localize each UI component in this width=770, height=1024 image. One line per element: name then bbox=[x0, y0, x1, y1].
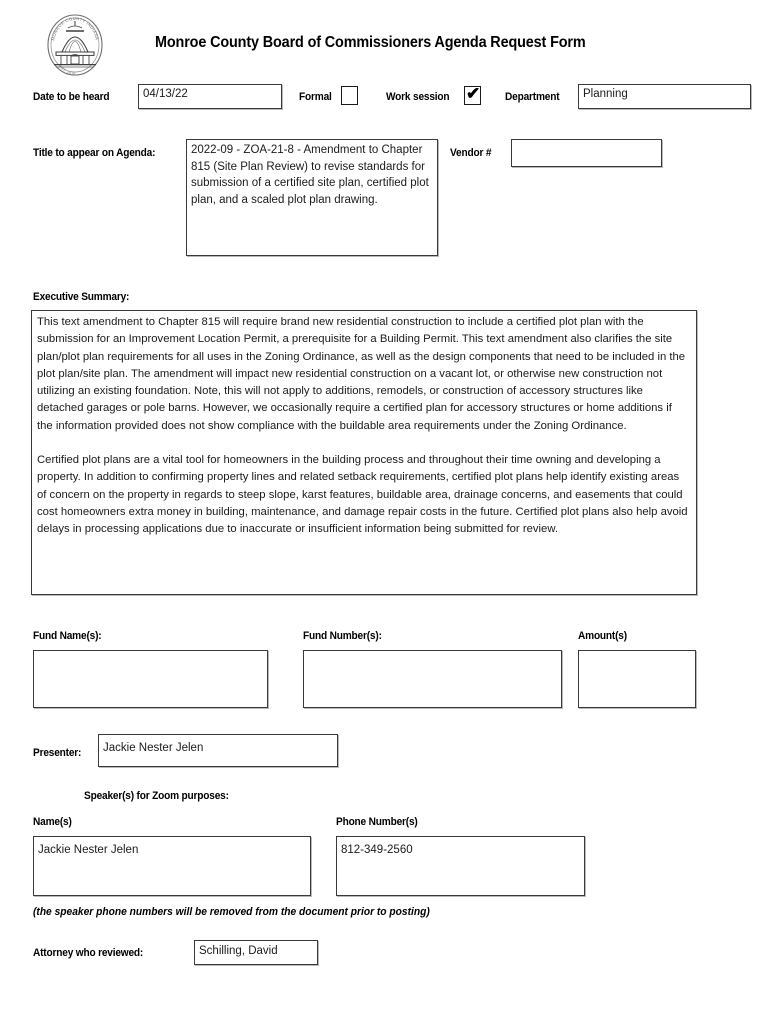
executive-summary-label: Executive Summary: bbox=[33, 291, 130, 303]
attorney-reviewed-value: Schilling, David bbox=[199, 945, 278, 957]
fund-names-input[interactable] bbox=[33, 650, 268, 708]
attorney-reviewed-label: Attorney who reviewed: bbox=[33, 947, 144, 959]
date-to-be-heard-label: Date to be heard bbox=[33, 91, 110, 103]
speaker-names-input[interactable] bbox=[33, 836, 311, 896]
agenda-title-label: Title to appear on Agenda: bbox=[33, 147, 156, 159]
work-session-checkbox[interactable] bbox=[464, 86, 481, 105]
attorney-reviewed-input[interactable] bbox=[194, 940, 318, 965]
agenda-title-input[interactable] bbox=[186, 139, 438, 256]
speaker-names-value: Jackie Nester Jelen bbox=[38, 844, 139, 856]
fund-numbers-label: Fund Number(s): bbox=[303, 630, 382, 642]
vendor-number-label: Vendor # bbox=[450, 147, 492, 159]
executive-summary-paragraph-2: Certified plot plans are a vital tool for homeowners in the building process and throughout their time owning and developing a property. In addition to confirming property lines and related setback requirements, certified plot plans help identify existing areas of concern on the property in regards to steep slope, karst features, buildable area, drainage concerns, and easements that could cost homeowners extra money in building, maintenance, and damage repair costs in the future. Certified plot plans also help avoid delays in processing applications due to inaccurate or insufficient information being submitted for review. bbox=[37, 454, 688, 536]
date-to-be-heard-input[interactable] bbox=[138, 84, 282, 109]
county-seal-icon bbox=[44, 12, 106, 78]
speaker-phone-numbers-value: 812-349-2560 bbox=[341, 844, 413, 856]
formal-label: Formal bbox=[299, 91, 332, 103]
amounts-input[interactable] bbox=[578, 650, 696, 708]
presenter-input[interactable] bbox=[98, 734, 338, 767]
fund-numbers-input[interactable] bbox=[303, 650, 562, 708]
fund-names-label: Fund Name(s): bbox=[33, 630, 102, 642]
speaker-phone-removal-note: (the speaker phone numbers will be removed from the document prior to posting) bbox=[33, 906, 430, 918]
agenda-title-value: 2022-09 - ZOA-21-8 - Amendment to Chapter 815 (Site Plan Review) to revise standards for submission of a certified site plan, certified plot plan, and a scaled plot plan drawing. bbox=[191, 144, 432, 206]
executive-summary-text bbox=[37, 314, 690, 556]
executive-summary-textarea[interactable] bbox=[31, 310, 697, 595]
speaker-names-label: Name(s) bbox=[33, 816, 72, 828]
department-input[interactable] bbox=[578, 84, 751, 109]
svg-text:MONROE COUNTY INDIANA: MONROE COUNTY INDIANA bbox=[50, 15, 100, 41]
formal-checkbox[interactable] bbox=[341, 86, 358, 105]
executive-summary-paragraph-1: This text amendment to Chapter 815 will require brand new residential construction to include a certified plot plan with the submission for an Improvement Location Permit, a prerequisite for a Building Permit. This text amendment also clarifies the site plan/plot plan requirements for all uses in the Zoning Ordinance, as well as the design components that need to be included in the plot plan/site plan. The amendment will impact new residential construction on a vacant lot, or otherwise new construction not utilizing an existing foundation. Note, this will not apply to additions, remodels, or construction of accessory structures like detached garages or pole barns. However, we occasionally require a certified plan for accessory structures or home additions if the information provided does not show compliance with the buildable area requirements under the Zoning Ordinance. bbox=[37, 316, 686, 432]
vendor-number-input[interactable] bbox=[511, 139, 662, 167]
svg-text:EST. 1818: EST. 1818 bbox=[58, 64, 76, 77]
date-to-be-heard-value: 04/13/22 bbox=[143, 88, 188, 100]
amounts-label: Amount(s) bbox=[578, 630, 627, 642]
department-value: Planning bbox=[583, 88, 628, 100]
department-label: Department bbox=[505, 91, 560, 103]
page-title: Monroe County Board of Commissioners Agenda Request Form bbox=[155, 34, 586, 51]
speakers-zoom-heading: Speaker(s) for Zoom purposes: bbox=[84, 790, 229, 802]
presenter-label: Presenter: bbox=[33, 747, 82, 759]
presenter-value: Jackie Nester Jelen bbox=[103, 742, 204, 754]
speaker-phone-numbers-label: Phone Number(s) bbox=[336, 816, 418, 828]
work-session-checkbox-mark: ✔ bbox=[466, 84, 481, 103]
speaker-phone-numbers-input[interactable] bbox=[336, 836, 585, 896]
form-header bbox=[0, 0, 770, 88]
work-session-label: Work session bbox=[386, 91, 450, 103]
